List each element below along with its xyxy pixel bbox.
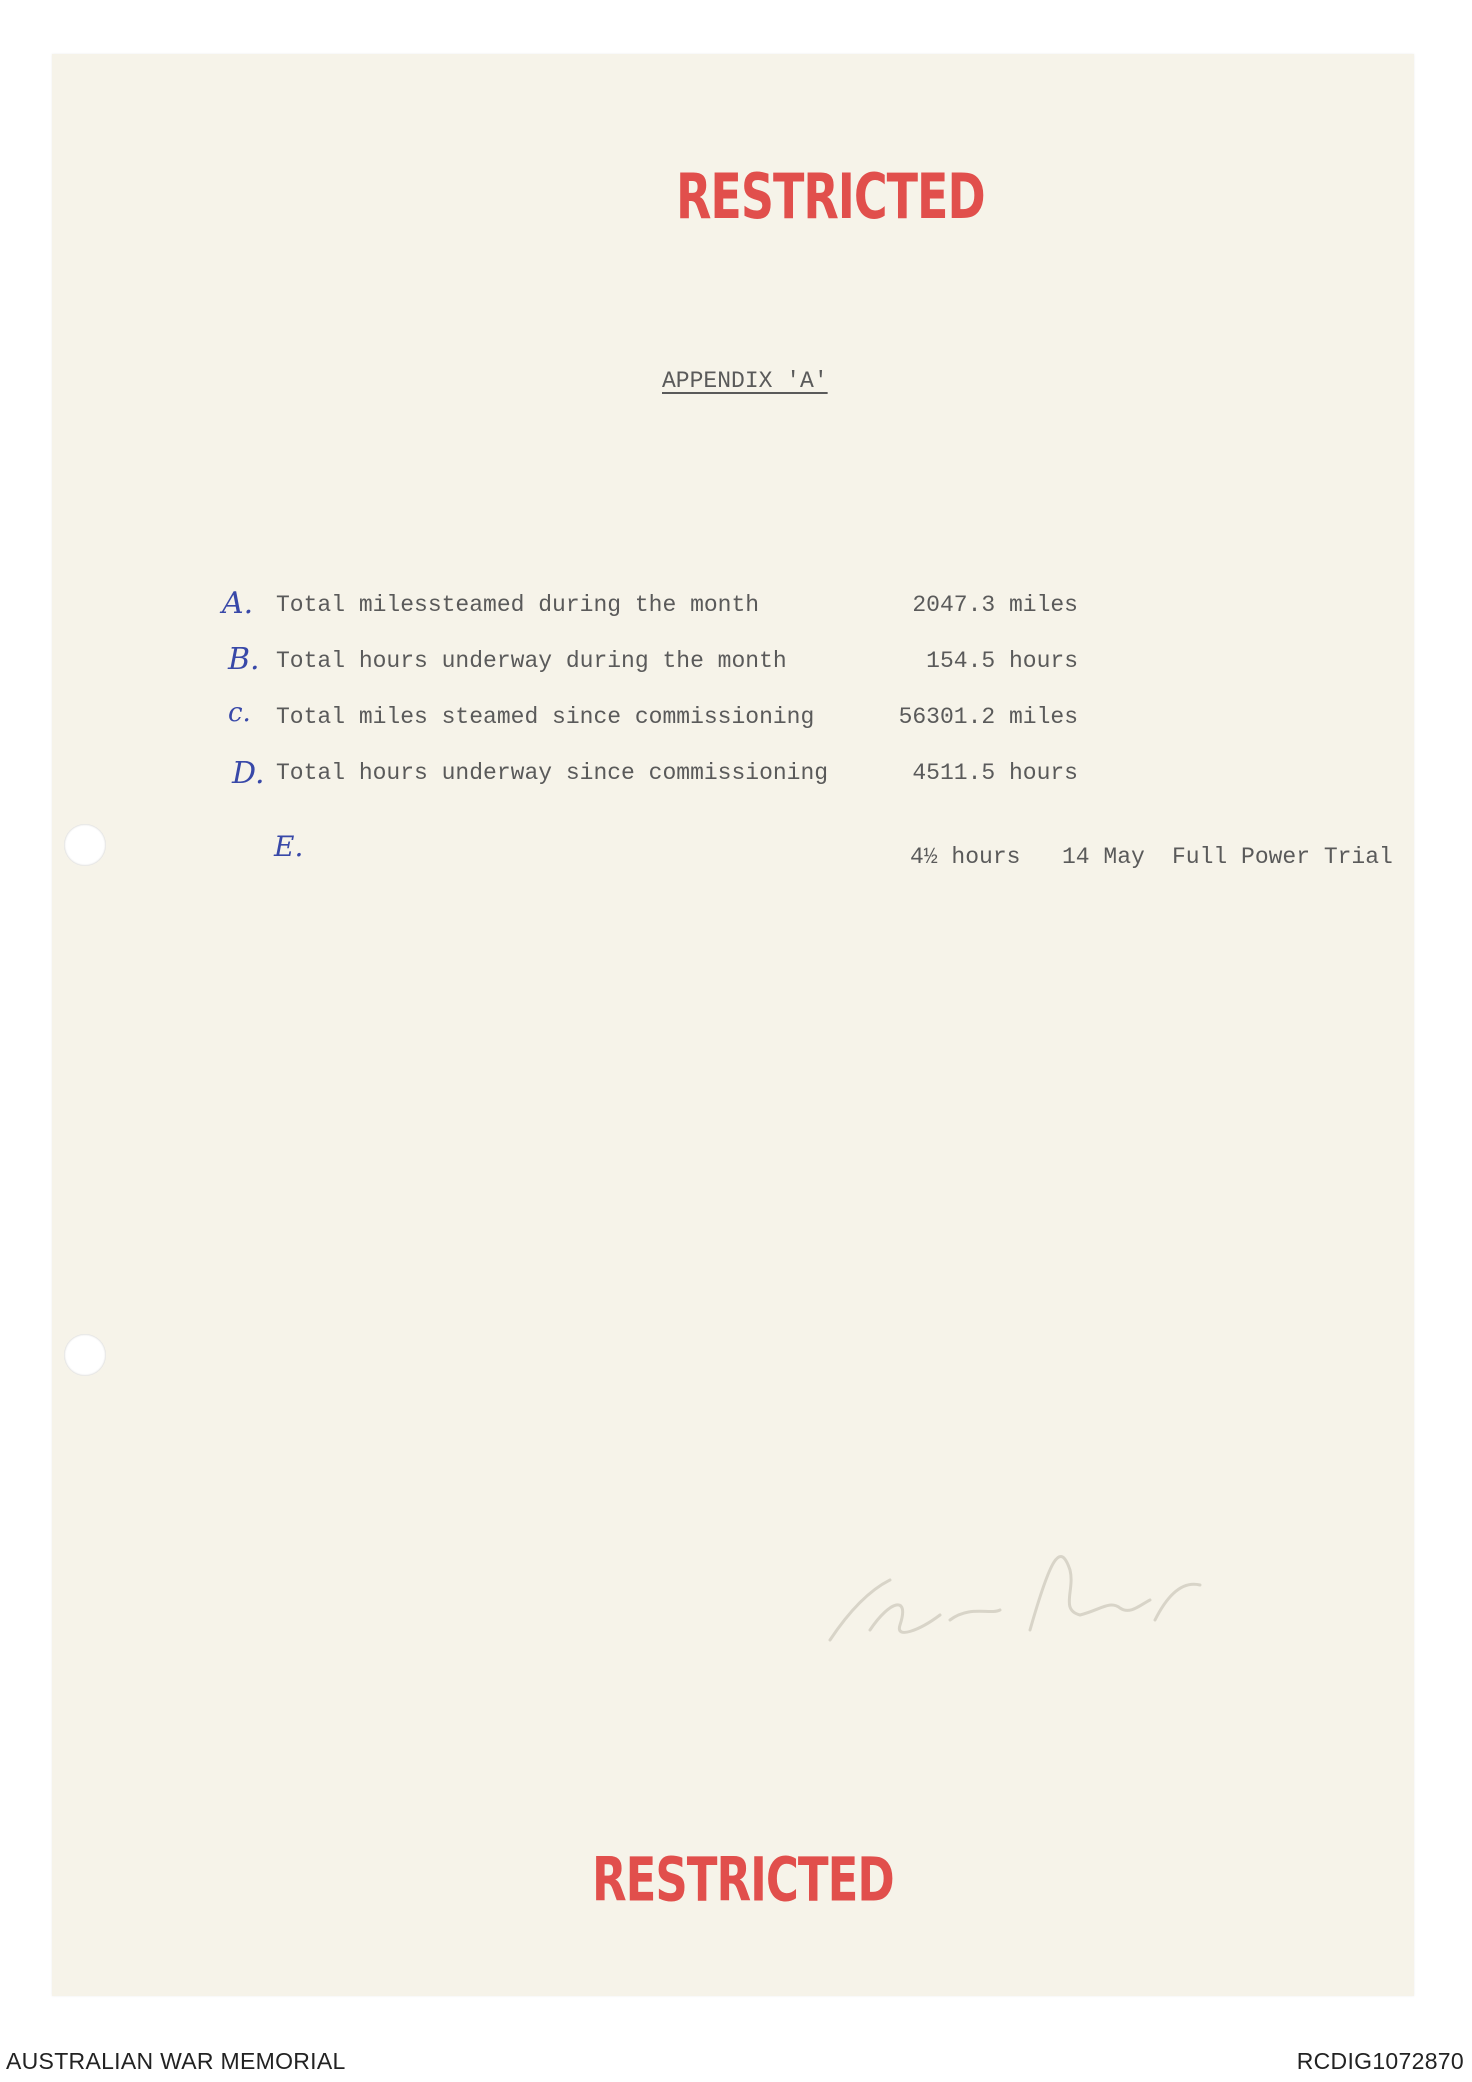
item-letter-e: E.: [274, 830, 304, 863]
item-label-a: Total milessteamed during the month: [276, 592, 760, 618]
item-value-e: 4½ hours: [910, 844, 1021, 870]
item-note-e: Full Power Trial: [1172, 844, 1393, 870]
footer-record-id: RCDIG1072870: [1296, 2048, 1464, 2074]
item-value-b: 154.5 hours: [926, 648, 1078, 674]
item-label-c: Total miles steamed since commissioning: [276, 704, 815, 730]
item-label-b: Total hours underway during the month: [276, 648, 787, 674]
item-value-a: 2047.3 miles: [912, 592, 1078, 618]
footer-archive-name: AUSTRALIAN WAR MEMORIAL: [6, 2048, 346, 2074]
item-value-c: 56301.2 miles: [898, 704, 1078, 730]
item-letter-a: A.: [222, 586, 254, 621]
document-page: [52, 54, 1414, 1996]
restricted-stamp-top: RESTRICTED: [676, 160, 985, 233]
punch-hole-lower: [64, 1334, 106, 1376]
item-letter-d: D.: [232, 756, 265, 791]
restricted-stamp-bottom: RESTRICTED: [592, 1844, 894, 1916]
item-value-d: 4511.5 hours: [912, 760, 1078, 786]
punch-hole-upper: [64, 824, 106, 866]
signature-mark: [800, 1520, 1220, 1660]
item-date-e: 14 May: [1062, 844, 1145, 870]
item-letter-c: c.: [228, 698, 251, 728]
item-letter-b: B.: [228, 642, 260, 677]
item-label-d: Total hours underway since commissioning: [276, 760, 829, 786]
appendix-heading: APPENDIX 'A': [662, 368, 828, 394]
